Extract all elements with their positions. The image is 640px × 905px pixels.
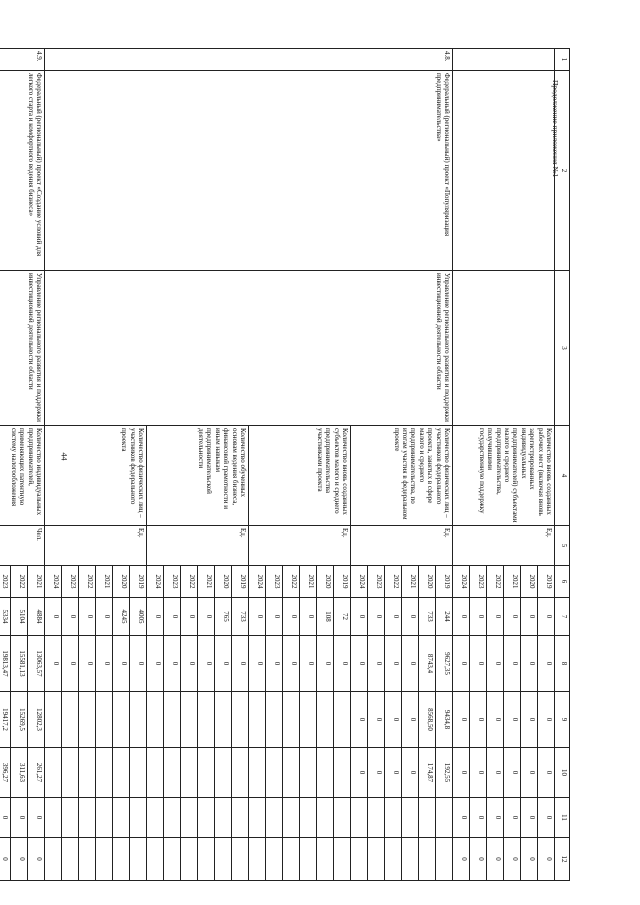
table-cell <box>79 798 96 838</box>
table-cell <box>317 748 334 798</box>
table-cell: 8568,50 <box>419 692 436 748</box>
table-cell <box>385 838 402 881</box>
column-header: 5 <box>555 526 570 566</box>
table-cell <box>368 838 385 881</box>
table-cell <box>300 838 317 881</box>
table-cell: 0 <box>402 636 419 692</box>
table-cell: 2020 <box>113 566 130 598</box>
table-cell: 0 <box>215 636 232 692</box>
item-number <box>453 49 555 71</box>
table-cell <box>181 798 198 838</box>
table-cell: 5334 <box>0 598 11 636</box>
table-cell: 0 <box>453 838 470 881</box>
header-row <box>555 49 570 881</box>
table-cell: 0 <box>504 692 521 748</box>
table-cell <box>283 692 300 748</box>
table-cell: 2023 <box>0 566 11 598</box>
responsible: Управление регионального развития и поддержки инвестиционной деятельности области <box>45 271 453 426</box>
table-cell: 0 <box>0 798 11 838</box>
table-cell <box>283 838 300 881</box>
table-cell: 0 <box>470 598 487 636</box>
table-cell: 396,27 <box>0 748 11 798</box>
table-cell: 9627,35 <box>436 636 453 692</box>
table-cell: 0 <box>113 636 130 692</box>
table-cell: 0 <box>96 598 113 636</box>
table-cell <box>334 798 351 838</box>
continuation-label: Продолжение приложения №1 <box>551 80 560 178</box>
table-cell: 2023 <box>62 566 79 598</box>
table-cell <box>300 798 317 838</box>
table-cell: 0 <box>0 838 11 881</box>
table-cell: 174,87 <box>419 748 436 798</box>
table-cell: 2022 <box>283 566 300 598</box>
table-cell <box>317 838 334 881</box>
table-cell <box>45 692 62 748</box>
indicator-name: Количество физических лиц – участников федерального проекта <box>45 426 147 526</box>
table-cell: 0 <box>521 598 538 636</box>
responsible <box>453 271 555 426</box>
table-cell: 0 <box>470 636 487 692</box>
table-cell: 0 <box>232 636 249 692</box>
table-cell: 0 <box>385 748 402 798</box>
table-cell <box>351 838 368 881</box>
table-cell: 0 <box>487 798 504 838</box>
table-cell <box>198 748 215 798</box>
table-cell: 0 <box>11 798 28 838</box>
table-cell: 2021 <box>96 566 113 598</box>
table-cell: 0 <box>487 692 504 748</box>
table-cell: 0 <box>538 798 555 838</box>
unit: Ед. <box>147 526 249 566</box>
table-row <box>28 49 45 881</box>
item-number: 4.8. <box>45 49 453 71</box>
table-cell: 2021 <box>198 566 215 598</box>
table-cell: 2022 <box>181 566 198 598</box>
table-cell <box>266 692 283 748</box>
table-cell <box>436 838 453 881</box>
table-cell <box>334 748 351 798</box>
table-cell <box>283 798 300 838</box>
table-cell: 0 <box>351 636 368 692</box>
table-cell <box>79 838 96 881</box>
table-cell: 0 <box>45 598 62 636</box>
table-cell: 0 <box>266 598 283 636</box>
table-cell <box>232 748 249 798</box>
table-cell: 0 <box>487 598 504 636</box>
table-cell: 0 <box>368 748 385 798</box>
table-cell: 0 <box>147 636 164 692</box>
table-cell: 2021 <box>504 566 521 598</box>
table-cell <box>266 838 283 881</box>
table-cell: 2022 <box>79 566 96 598</box>
table-cell <box>164 798 181 838</box>
table-cell: 2022 <box>487 566 504 598</box>
project-name: Федеральный (региональный) проект «Популяризация предпринимательства» <box>45 71 453 271</box>
table-cell: 0 <box>538 838 555 881</box>
table-cell: 2023 <box>470 566 487 598</box>
column-header: 1 <box>555 49 570 71</box>
column-header: 6 <box>555 566 570 598</box>
table-cell: 0 <box>45 636 62 692</box>
table-cell: 2021 <box>402 566 419 598</box>
table-cell: 261,27 <box>28 748 45 798</box>
table-cell: 9434,8 <box>436 692 453 748</box>
table-cell: 108 <box>317 598 334 636</box>
table-cell: 0 <box>164 636 181 692</box>
table-cell: 733 <box>419 598 436 636</box>
table-cell <box>249 692 266 748</box>
table-cell <box>113 692 130 748</box>
table-cell: 0 <box>96 636 113 692</box>
table-cell <box>164 748 181 798</box>
table-cell <box>96 692 113 748</box>
table-cell <box>147 838 164 881</box>
table-cell <box>198 838 215 881</box>
table-cell: 0 <box>130 636 147 692</box>
table-cell: 4005 <box>130 598 147 636</box>
table-cell: 2020 <box>521 566 538 598</box>
table-cell: 0 <box>351 748 368 798</box>
unit: Ед. <box>45 526 147 566</box>
table-cell: 0 <box>300 598 317 636</box>
indicator-name: Количество индивидуальных предпринимателей, применяющих патентную систему налогообложения <box>0 426 45 526</box>
table-cell: 19417,2 <box>0 692 11 748</box>
table-cell: 0 <box>453 748 470 798</box>
table-cell: 0 <box>368 692 385 748</box>
table-cell: 0 <box>538 748 555 798</box>
table-cell: 2020 <box>215 566 232 598</box>
table-cell: 0 <box>62 636 79 692</box>
table-cell: 0 <box>334 636 351 692</box>
table-cell <box>300 748 317 798</box>
project-name <box>453 71 555 271</box>
table-cell: 0 <box>521 748 538 798</box>
table-cell: 0 <box>164 598 181 636</box>
table-cell <box>45 838 62 881</box>
table-cell <box>198 692 215 748</box>
unit: Ед. <box>453 526 555 566</box>
table-cell: 0 <box>385 692 402 748</box>
table-cell: 0 <box>402 748 419 798</box>
table-cell: 13063,57 <box>28 636 45 692</box>
table-cell: 15269,5 <box>11 692 28 748</box>
table-cell: 0 <box>504 636 521 692</box>
table-cell: 72 <box>334 598 351 636</box>
table-cell <box>249 748 266 798</box>
item-number: 4.9. <box>0 49 45 71</box>
table-cell: 0 <box>79 598 96 636</box>
table-cell: 0 <box>198 598 215 636</box>
table-cell: 4884 <box>28 598 45 636</box>
table-cell: 0 <box>453 636 470 692</box>
table-cell <box>147 748 164 798</box>
table-cell <box>147 798 164 838</box>
table-cell <box>334 692 351 748</box>
table-cell: 2021 <box>300 566 317 598</box>
table-cell: 0 <box>181 598 198 636</box>
table-cell <box>368 798 385 838</box>
table-cell <box>436 798 453 838</box>
table-cell: 0 <box>402 598 419 636</box>
table-cell <box>198 798 215 838</box>
table-cell <box>147 692 164 748</box>
table-cell <box>249 798 266 838</box>
table-cell <box>385 798 402 838</box>
table-cell <box>45 798 62 838</box>
indicator-name: Количество вновь созданных субъектов малого и среднего предпринимательства участниками проекта <box>249 426 351 526</box>
table-cell <box>62 838 79 881</box>
table-cell: 0 <box>368 598 385 636</box>
table-cell: 733 <box>232 598 249 636</box>
project-name: Федеральный (региональный) проект «Создание условий для легкого старта и комфортного ведения бизнеса» <box>0 71 45 271</box>
table-cell: 0 <box>351 692 368 748</box>
table-cell: 0 <box>487 636 504 692</box>
table-cell <box>62 692 79 748</box>
table-cell: 19813,47 <box>0 636 11 692</box>
table-cell: 8743,4 <box>419 636 436 692</box>
column-header: 7 <box>555 598 570 636</box>
table-cell <box>181 838 198 881</box>
table-cell: 0 <box>538 598 555 636</box>
table-cell: 0 <box>453 598 470 636</box>
table-cell <box>402 838 419 881</box>
data-table <box>0 48 570 881</box>
table-cell <box>215 798 232 838</box>
table-cell <box>266 798 283 838</box>
rotated-table-container <box>1 48 570 880</box>
table-cell: 2024 <box>351 566 368 598</box>
table-cell <box>45 748 62 798</box>
table-cell: 0 <box>504 798 521 838</box>
table-cell: 2019 <box>130 566 147 598</box>
table-cell: 0 <box>453 798 470 838</box>
table-cell <box>62 748 79 798</box>
table-cell: 311,63 <box>11 748 28 798</box>
table-cell: 0 <box>147 598 164 636</box>
table-cell <box>181 748 198 798</box>
table-cell <box>113 748 130 798</box>
table-cell: 12802,3 <box>28 692 45 748</box>
table-cell <box>419 838 436 881</box>
table-cell: 0 <box>300 636 317 692</box>
table-cell <box>334 838 351 881</box>
table-cell: 192,55 <box>436 748 453 798</box>
table-cell: 0 <box>28 798 45 838</box>
column-header: 10 <box>555 748 570 798</box>
table-cell: 5104 <box>11 598 28 636</box>
table-cell: 0 <box>283 636 300 692</box>
table-cell: 0 <box>249 598 266 636</box>
table-cell: 0 <box>470 692 487 748</box>
table-cell: 0 <box>521 636 538 692</box>
table-cell <box>79 692 96 748</box>
table-cell: 2024 <box>147 566 164 598</box>
table-cell <box>79 748 96 798</box>
table-cell: 2022 <box>385 566 402 598</box>
unit: Чел. <box>0 526 45 566</box>
table-cell <box>317 692 334 748</box>
table-cell: 2022 <box>11 566 28 598</box>
table-cell: 2020 <box>419 566 436 598</box>
table-cell <box>113 798 130 838</box>
table-cell <box>317 798 334 838</box>
table-cell: 0 <box>62 598 79 636</box>
table-cell: 0 <box>453 692 470 748</box>
table-cell: 765 <box>215 598 232 636</box>
table-cell: 0 <box>317 636 334 692</box>
table-cell: 0 <box>538 692 555 748</box>
table-cell <box>232 692 249 748</box>
table-cell: 2024 <box>45 566 62 598</box>
table-cell: 0 <box>351 598 368 636</box>
table-cell <box>402 798 419 838</box>
indicator-name: Количество вновь созданных рабочих мест (включая вновь зарегистрированных индивидуальных предпринимателей) субъектами малого и среднего предпринимательства, получившими государственную поддержку <box>453 426 555 526</box>
table-cell <box>96 798 113 838</box>
page-number: 44 <box>59 452 69 461</box>
table-cell <box>130 692 147 748</box>
table-cell <box>232 838 249 881</box>
table-row <box>436 49 453 881</box>
table-cell <box>62 798 79 838</box>
table-cell: 0 <box>283 598 300 636</box>
table-cell: 0 <box>385 598 402 636</box>
table-cell: 0 <box>470 798 487 838</box>
table-cell: 244 <box>436 598 453 636</box>
table-cell: 0 <box>79 636 96 692</box>
table-cell <box>249 838 266 881</box>
table-cell: 2024 <box>453 566 470 598</box>
table-cell <box>181 692 198 748</box>
table-cell <box>113 838 130 881</box>
table-cell: 2023 <box>164 566 181 598</box>
table-cell: 0 <box>181 636 198 692</box>
table-cell: 0 <box>198 636 215 692</box>
table-cell: 2020 <box>317 566 334 598</box>
responsible: Управление регионального развития и поддержки инвестиционной деятельности области <box>0 271 45 426</box>
column-header: 12 <box>555 838 570 881</box>
table-cell: 2019 <box>232 566 249 598</box>
table-cell: 2019 <box>334 566 351 598</box>
indicator-name: Количество физических лиц – участников федерального проекта, занятых в сфере малого и среднего предпринимательства, по итогам участия в федеральном проекте <box>351 426 453 526</box>
table-cell <box>215 748 232 798</box>
table-cell: 0 <box>487 748 504 798</box>
table-cell <box>96 748 113 798</box>
table-cell: 0 <box>487 838 504 881</box>
table-cell: 4245 <box>113 598 130 636</box>
table-row <box>538 49 555 881</box>
table-cell: 0 <box>385 636 402 692</box>
indicator-name: Количество обученных основам ведения бизнеса, финансовой грамотности и иным навыкам предпринимательской деятельности <box>147 426 249 526</box>
table-cell: 2023 <box>266 566 283 598</box>
table-cell: 0 <box>402 692 419 748</box>
table-cell <box>130 748 147 798</box>
column-header: 8 <box>555 636 570 692</box>
table-cell <box>419 798 436 838</box>
table-cell <box>164 692 181 748</box>
column-header: 4 <box>555 426 570 526</box>
table-cell <box>351 798 368 838</box>
table-cell: 0 <box>470 748 487 798</box>
table-cell <box>232 798 249 838</box>
table-cell: 0 <box>266 636 283 692</box>
table-cell: 0 <box>470 838 487 881</box>
table-cell: 0 <box>28 838 45 881</box>
column-header: 11 <box>555 798 570 838</box>
table-cell <box>266 748 283 798</box>
table-cell: 0 <box>504 838 521 881</box>
table-cell: 0 <box>521 838 538 881</box>
column-header: 2 <box>555 71 570 271</box>
table-cell: 0 <box>521 692 538 748</box>
column-header: 3 <box>555 271 570 426</box>
table-cell: 0 <box>368 636 385 692</box>
table-cell <box>130 838 147 881</box>
table-cell: 2023 <box>368 566 385 598</box>
table-cell <box>96 838 113 881</box>
table-cell: 0 <box>538 636 555 692</box>
table-cell: 0 <box>249 636 266 692</box>
table-cell <box>164 838 181 881</box>
table-cell <box>283 748 300 798</box>
table-cell: 0 <box>11 838 28 881</box>
table-cell <box>300 692 317 748</box>
table-cell: 2021 <box>28 566 45 598</box>
table-cell <box>215 692 232 748</box>
table-cell: 2024 <box>249 566 266 598</box>
table-cell: 0 <box>504 748 521 798</box>
table-cell: 0 <box>504 598 521 636</box>
table-cell: 15581,13 <box>11 636 28 692</box>
table-cell <box>130 798 147 838</box>
unit: Ед. <box>249 526 351 566</box>
table-cell: 2019 <box>538 566 555 598</box>
table-cell <box>215 838 232 881</box>
table-cell: 0 <box>521 798 538 838</box>
column-header: 9 <box>555 692 570 748</box>
unit: Ед. <box>351 526 453 566</box>
table-cell: 2019 <box>436 566 453 598</box>
